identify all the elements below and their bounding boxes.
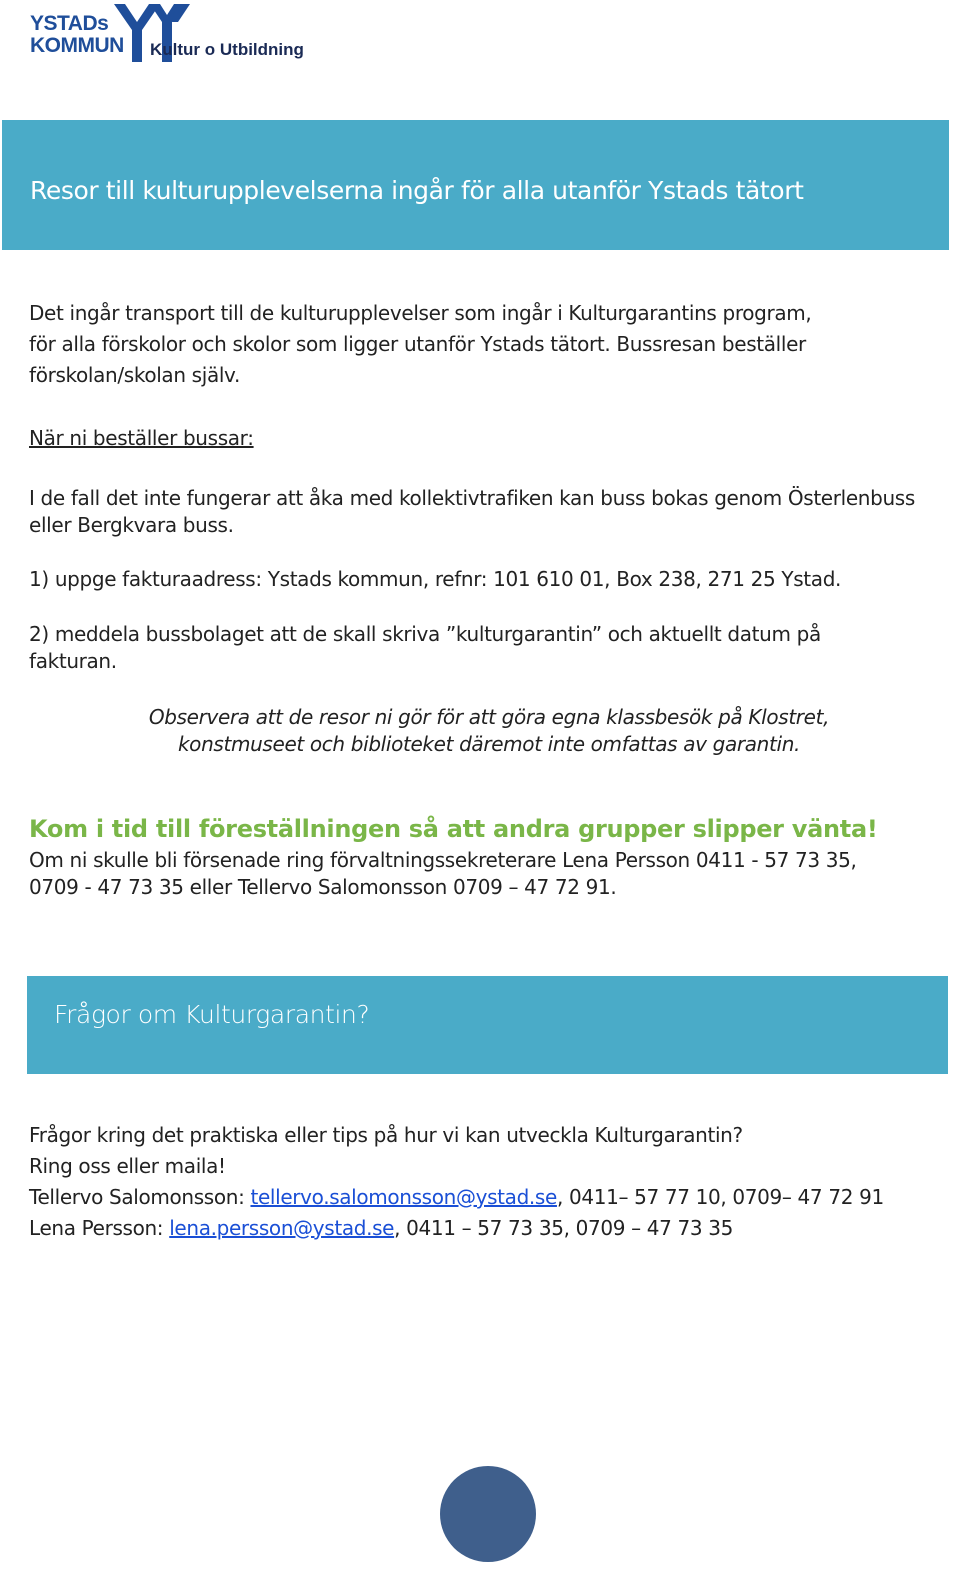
contact-name-tellervo: Tellervo Salomonsson:: [29, 1185, 251, 1209]
logo-subtitle: Kultur o Utbildning: [150, 40, 304, 59]
contact-name-lena: Lena Persson:: [29, 1216, 170, 1240]
logo-line-ystads: YSTADs: [30, 12, 109, 35]
section-heading-questions: Frågor om Kulturgarantin?: [54, 1000, 370, 1029]
email-link-tellervo[interactable]: tellervo.salomonsson@ystad.se: [250, 1185, 557, 1209]
order-subheading: När ni beställer bussar:: [29, 426, 254, 450]
step-2-line-2: fakturan.: [29, 649, 117, 673]
contact-phones-lena: , 0411 – 57 73 35, 0709 – 47 73 35: [394, 1216, 734, 1240]
contact-lena: [29, 1213, 733, 1244]
note-line-2: konstmuseet och biblioteket däremot inte omfattas av garantin.: [177, 732, 801, 756]
punctuality-line-2: 0709 - 47 73 35 eller Tellervo Salomonsson 0709 – 47 72 91.: [29, 875, 617, 899]
contact-tellervo: [29, 1182, 884, 1213]
email-link-lena[interactable]: lena.persson@ystad.se: [169, 1216, 395, 1240]
order-line-2: eller Bergkvara buss.: [29, 513, 234, 537]
intro-line-3: förskolan/skolan själv.: [29, 363, 241, 387]
section-banner-travel: [2, 120, 949, 250]
section-heading-travel: Resor till kulturupplevelserna ingår för alla utanför Ystads tätort: [30, 176, 804, 205]
page-circle-decoration: [440, 1466, 536, 1562]
order-line-1: I de fall det inte fungerar att åka med kollektivtrafiken kan buss bokas genom Österlenbuss: [29, 486, 915, 510]
section-banner-questions: [27, 976, 948, 1074]
contact-phones-tellervo: , 0411– 57 77 10, 0709– 47 72 91: [556, 1185, 884, 1209]
punctuality-line-1: Om ni skulle bli försenade ring förvaltningssekreterare Lena Persson 0411 - 57 73 35,: [29, 848, 857, 872]
punctuality-heading: Kom i tid till föreställningen så att andra grupper slipper vänta!: [29, 815, 878, 843]
intro-line-2: för alla förskolor och skolor som ligger utanför Ystads tätort. Bussresan beställer: [29, 332, 806, 356]
note-line-1: Observera att de resor ni gör för att göra egna klassbesök på Klostret,: [148, 705, 830, 729]
ystad-logo: [28, 0, 328, 70]
intro-line-1: Det ingår transport till de kulturupplevelser som ingår i Kulturgarantins program,: [29, 301, 812, 325]
step-2-line-1: 2) meddela bussbolaget att de skall skriva ”kulturgarantin” och aktuellt datum på: [29, 622, 821, 646]
step-1: 1) uppge fakturaadress: Ystads kommun, refnr: 101 610 01, Box 238, 271 25 Ystad.: [29, 567, 842, 591]
logo-line-kommun: KOMMUN: [30, 34, 124, 57]
questions-line-2: Ring oss eller maila!: [29, 1154, 226, 1178]
questions-line-1: Frågor kring det praktiska eller tips på hur vi kan utveckla Kulturgarantin?: [29, 1123, 743, 1147]
